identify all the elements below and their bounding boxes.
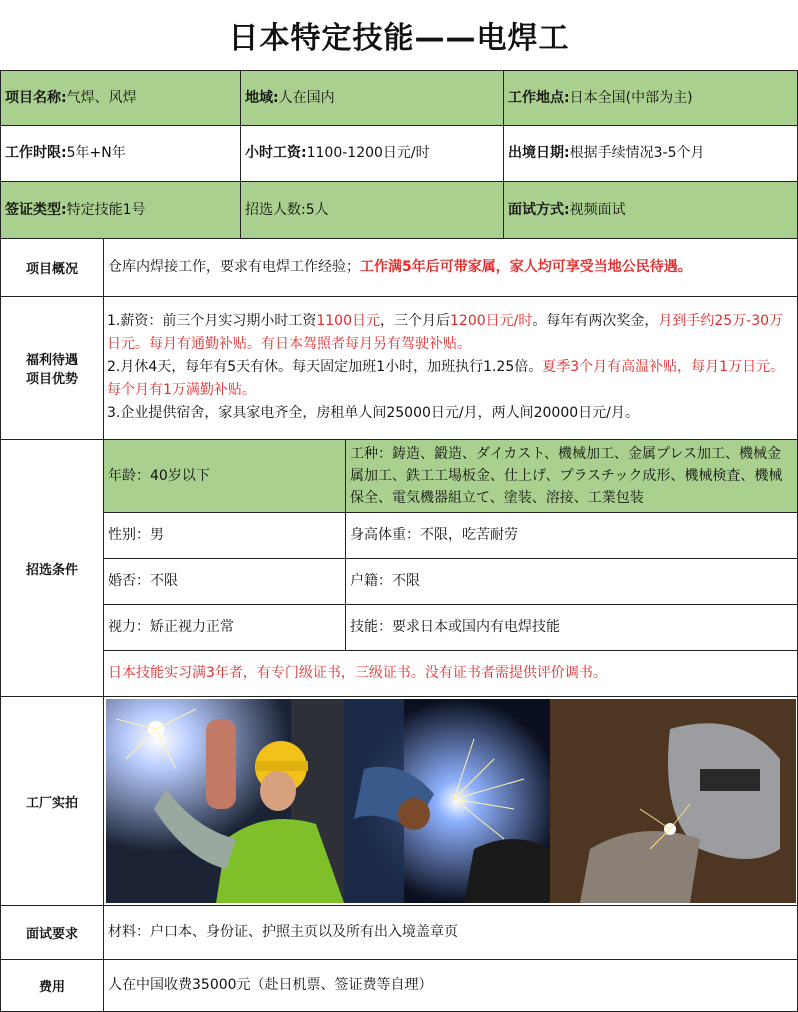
interview-req-content: 材料：户口本、身份证、护照主页以及所有出入境盖章页 [103,905,798,960]
departure-label: 出境日期: [508,145,570,162]
overview-label: 项目概况 [0,238,104,297]
hourly-wage-label: 小时工资: [245,145,307,162]
gender-cell: 性别：男 [103,512,346,559]
interview-method-value: 视频面试 [569,201,626,218]
welder-photo-3 [550,699,796,903]
region-cell [240,70,504,126]
salary-text-2: ，三个月后 [380,313,450,329]
benefits-content [103,296,798,440]
interview-method-cell [503,181,798,239]
term-cell [0,125,241,182]
vision-cell: 视力：矫正视力正常 [103,604,346,651]
overview-content [103,238,798,297]
benefits-paragraph-2 [107,356,794,402]
overview-highlight: 工作满5年后可带家属，家人均可享受当地公民待遇。 [360,259,692,276]
headcount-cell [240,181,504,239]
term-label: 工作时限: [5,145,67,162]
factory-label: 工厂实拍 [0,696,104,906]
work-location-label: 工作地点: [508,89,570,106]
fees-label: 费用 [0,959,104,1012]
work-location-value: 日本全国(中部为主) [569,89,693,106]
region-label: 地域: [245,89,279,106]
benefits-label-line2: 项目优势 [25,372,78,387]
project-name-cell [0,70,241,126]
marital-cell: 婚否：不限 [103,558,346,605]
hukou-cell: 户籍：不限 [345,558,798,605]
salary-bonus-text: 。每年有两次奖金， [532,313,659,329]
hourly-wage-value: 1100-1200日元/时 [306,145,430,162]
certificate-note: 日本技能实习满3年者，有专门级证书，三级证书。没有证书者需提供评价调书。 [103,650,798,697]
salary-text: 1.薪资：前三个月实习期小时工资 [107,313,317,329]
work-location-cell [503,70,798,126]
job-types-cell: 工种：鋳造、鍛造、ダイカスト、機械加工、金属プレス加工、機械金属加工、鉄工工場板金、仕上げ、プラスチック成形、機械検査、機械保全、電気機器組立て、塗装、溶接、工業包装 [345,439,798,513]
height-weight-cell: 身高体重：不限，吃苦耐劳 [345,512,798,559]
interview-method-label: 面试方式: [508,201,570,218]
benefits-label-line1: 福利待遇 [25,353,78,368]
departure-value: 根据手续情况3-5个月 [569,145,705,162]
project-name-label: 项目名称: [5,89,67,106]
project-name-value: 气焊、风焊 [66,89,137,106]
visa-value: 特定技能1号 [66,201,146,218]
benefits-label [0,296,104,440]
holiday-text: 2.月休4天，每年有5天有休。每天固定加班1小时，加班执行1.25倍。 [107,359,543,375]
visa-cell [0,181,241,239]
fees-content: 人在中国收费35000元（赴日机票、签证费等自理） [103,959,798,1012]
headcount-label: 招选人数: [245,201,306,218]
age-cell: 年龄：40岁以下 [103,439,346,513]
overview-text: 仓库内焊接工作，要求有电焊工作经验； [108,259,360,276]
departure-cell [503,125,798,182]
welder-photo-1 [106,699,344,903]
visa-label: 签证类型: [5,201,67,218]
interview-req-label: 面试要求 [0,905,104,960]
term-value: 5年+N年 [66,145,126,162]
salary-intern-wage: 1100日元 [316,313,380,329]
benefits-paragraph-3: 3.企业提供宿舍，家具家电齐全，房租单人间25000日元/月，两人间20000日元/月。 [107,405,639,421]
factory-photos [103,696,798,906]
salary-monthly-highlight: 月到手约25万-30万日元。每月有通勤补贴。有日本驾照者每月另有驾驶补贴。 [107,313,784,352]
benefits-paragraph-1 [107,310,794,356]
salary-regular-wage: 1200日元/时 [450,313,533,329]
region-value: 人在国内 [278,89,335,106]
skill-cell: 技能：要求日本或国内有电焊技能 [345,604,798,651]
hourly-wage-cell [240,125,504,182]
conditions-label: 招选条件 [0,439,104,697]
headcount-value: 5人 [305,201,329,218]
allowance-highlight: 夏季3个月有高温补贴，每月1万日元。每个月有1万满勤补贴。 [107,359,785,398]
welder-photo-2 [344,699,550,903]
page-title: 日本特定技能——电焊工 [0,0,798,71]
